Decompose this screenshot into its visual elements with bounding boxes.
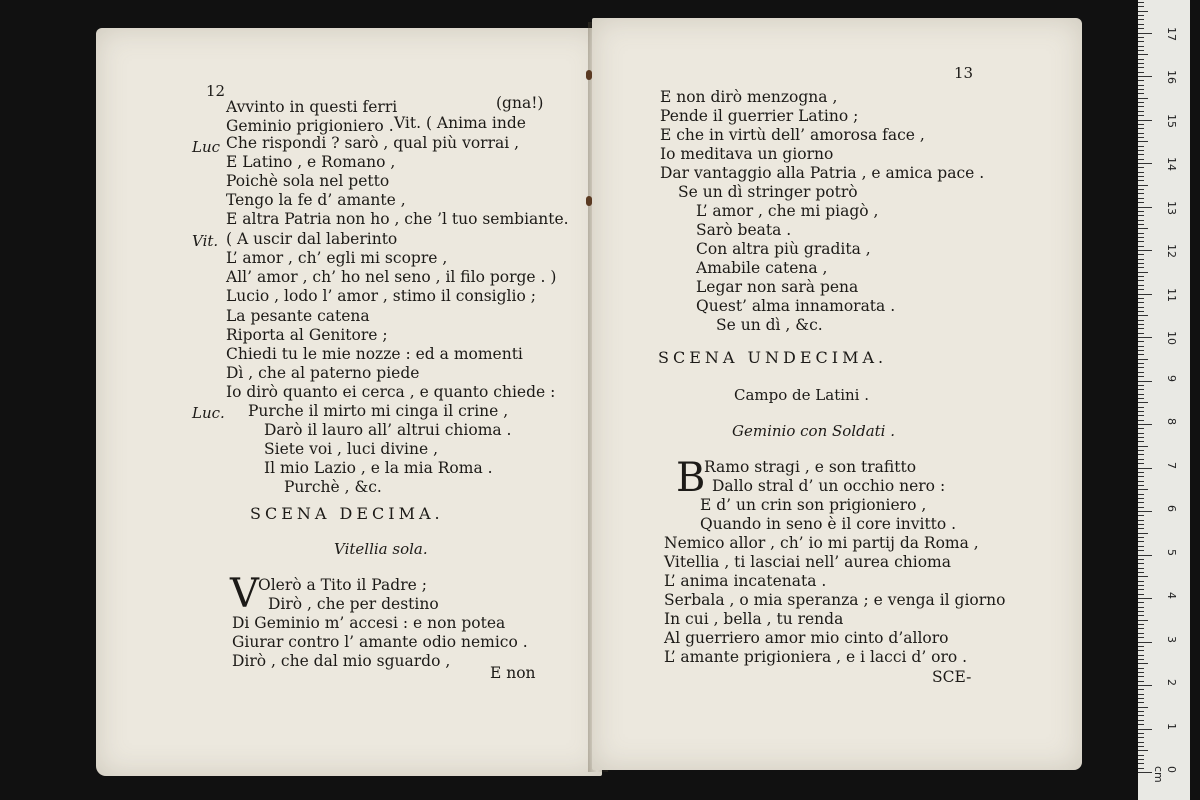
text-line: Siete voi , luci divine , (264, 440, 439, 458)
ruler-label: 8 (1165, 418, 1178, 425)
text-line: Riporta al Genitore ; (226, 326, 388, 344)
ruler-minor-tick (1138, 359, 1148, 360)
ruler-minor-tick (1138, 750, 1148, 751)
ruler-minor-tick (1138, 285, 1144, 286)
text-line: Legar non sarà pena (696, 278, 859, 296)
text-line: L’ amor , ch’ egli mi scopre , (226, 249, 448, 267)
ruler-tick (1138, 685, 1152, 686)
ruler-minor-tick (1138, 576, 1148, 577)
text-line: E altra Patria non ho , che ’l tuo sembiante. (226, 210, 569, 228)
ruler-minor-tick (1138, 141, 1148, 142)
ruler-minor-tick (1138, 528, 1144, 529)
ruler-minor-tick (1138, 50, 1144, 51)
ruler-minor-tick (1138, 180, 1144, 181)
ruler-tick (1138, 250, 1152, 251)
text-line: Vitellia , ti lasciai nell’ aurea chioma (664, 553, 951, 571)
ruler-minor-tick (1138, 54, 1148, 55)
ruler-minor-tick (1138, 111, 1144, 112)
ruler-minor-tick (1138, 346, 1144, 347)
ruler-minor-tick (1138, 533, 1148, 534)
ruler-minor-tick (1138, 663, 1148, 664)
ruler-minor-tick (1138, 72, 1144, 73)
ruler-minor-tick (1138, 298, 1144, 299)
text-line: Tengo la fe d’ amante , (226, 191, 406, 209)
ruler-minor-tick (1138, 441, 1144, 442)
ruler-minor-tick (1138, 585, 1144, 586)
ruler-minor-tick (1138, 24, 1144, 25)
ruler-minor-tick (1138, 211, 1144, 212)
ruler-minor-tick (1138, 98, 1148, 99)
ruler-minor-tick (1138, 220, 1144, 221)
ruler-minor-tick (1138, 224, 1144, 225)
text-line: Io meditava un giorno (660, 145, 834, 163)
text-line: Di Geminio m’ accesi : e non potea (232, 614, 506, 632)
ruler-minor-tick (1138, 763, 1144, 764)
text-line: E d’ un crin son prigioniero , (700, 496, 927, 514)
ruler-minor-tick (1138, 185, 1148, 186)
text-line: Quest’ alma innamorata . (696, 297, 896, 315)
ruler-minor-tick (1138, 28, 1144, 29)
ruler-minor-tick (1138, 189, 1144, 190)
ruler-minor-tick (1138, 398, 1144, 399)
ruler-minor-tick (1138, 437, 1144, 438)
ruler-minor-tick (1138, 259, 1144, 260)
ruler-minor-tick (1138, 167, 1144, 168)
scene-heading: SCENA DECIMA. (250, 504, 444, 523)
ruler-minor-tick (1138, 724, 1144, 725)
ruler-minor-tick (1138, 715, 1144, 716)
text-line: Sarò beata . (696, 221, 792, 239)
left-page (96, 28, 602, 776)
ruler-minor-tick (1138, 559, 1144, 560)
text-line: Dì , che al paterno piede (226, 364, 420, 382)
ruler-minor-tick (1138, 650, 1144, 651)
ruler-label: 13 (1165, 200, 1178, 215)
ruler-tick (1138, 76, 1152, 77)
ruler-minor-tick (1138, 363, 1144, 364)
ruler-minor-tick (1138, 594, 1144, 595)
ruler-label: 1 (1165, 722, 1178, 730)
ruler-minor-tick (1138, 428, 1144, 429)
ruler-minor-tick (1138, 15, 1144, 16)
ruler-label: 6 (1165, 505, 1178, 512)
text-line: E Latino , e Romano , (226, 153, 396, 171)
ruler-minor-tick (1138, 481, 1144, 482)
ruler-minor-tick (1138, 402, 1148, 403)
ruler-minor-tick (1138, 711, 1144, 712)
ruler-minor-tick (1138, 333, 1144, 334)
ruler-minor-tick (1138, 385, 1144, 386)
ruler-minor-tick (1138, 11, 1148, 12)
ruler-minor-tick (1138, 476, 1144, 477)
text-line: Geminio prigioniero . (226, 117, 394, 135)
ruler-tick (1138, 729, 1152, 730)
ruler-minor-tick (1138, 550, 1144, 551)
scene-subtitle: Geminio con Soldati . (732, 422, 896, 440)
text-line: E non dirò menzogna , (660, 88, 838, 106)
text-line: Avvinto in questi ferri (226, 98, 398, 116)
ruler-label: 10 (1165, 331, 1178, 345)
ruler-minor-tick (1138, 637, 1144, 638)
ruler-minor-tick (1138, 324, 1144, 325)
ruler-minor-tick (1138, 389, 1144, 390)
ruler-minor-tick (1138, 193, 1144, 194)
text-line: Poichè sola nel petto (226, 172, 390, 190)
text-line: Amabile catena , (696, 259, 828, 277)
text-line: In cui , bella , tu renda (664, 610, 844, 628)
ruler-tick (1138, 207, 1152, 208)
ruler-minor-tick (1138, 698, 1144, 699)
ruler-minor-tick (1138, 93, 1144, 94)
ruler-minor-tick (1138, 246, 1144, 247)
ruler-minor-tick (1138, 454, 1144, 455)
text-line: Giurar contro l’ amante odio nemico . (232, 633, 528, 651)
ruler-minor-tick (1138, 228, 1148, 229)
ruler-tick (1138, 381, 1152, 382)
ruler-minor-tick (1138, 498, 1144, 499)
ruler-label: 4 (1165, 592, 1178, 599)
ruler-minor-tick (1138, 176, 1144, 177)
ruler-minor-tick (1138, 563, 1144, 564)
ruler-minor-tick (1138, 446, 1148, 447)
ruler-minor-tick (1138, 350, 1144, 351)
ruler-minor-tick (1138, 311, 1144, 312)
text-line: Che rispondi ? sarò , qual più vorrai , (226, 134, 520, 152)
ruler-minor-tick (1138, 433, 1144, 434)
ruler-minor-tick (1138, 2, 1144, 3)
ruler-label: 11 (1165, 287, 1178, 302)
ruler-minor-tick (1138, 146, 1144, 147)
ruler-tick (1138, 294, 1152, 295)
ruler-label: 14 (1165, 157, 1178, 171)
ruler-minor-tick (1138, 37, 1144, 38)
text-line: Darò il lauro all’ altrui chioma . (264, 421, 512, 439)
ruler-label: 7 (1165, 461, 1178, 469)
ruler-minor-tick (1138, 254, 1144, 255)
ruler-minor-tick (1138, 463, 1144, 464)
ruler-minor-tick (1138, 289, 1144, 290)
ruler-minor-tick (1138, 276, 1144, 277)
ruler-minor-tick (1138, 546, 1144, 547)
ruler-minor-tick (1138, 520, 1144, 521)
ruler-minor-tick (1138, 263, 1144, 264)
ruler-minor-tick (1138, 172, 1144, 173)
ruler-tick (1138, 424, 1152, 425)
ruler-label: 9 (1165, 374, 1178, 382)
ruler-minor-tick (1138, 272, 1148, 273)
ruler-tick (1138, 33, 1152, 34)
ruler-minor-tick (1138, 320, 1144, 321)
text-line: Dirò , che dal mio sguardo , (232, 652, 451, 670)
ruler-minor-tick (1138, 485, 1144, 486)
ruler-tick (1138, 337, 1152, 338)
ruler-minor-tick (1138, 354, 1144, 355)
ruler-minor-tick (1138, 624, 1144, 625)
speaker-label: Luc. (192, 404, 225, 422)
text-line: Quando in seno è il core invitto . (700, 515, 957, 533)
ruler-minor-tick (1138, 85, 1144, 86)
ruler-tick (1138, 511, 1152, 512)
ruler-minor-tick (1138, 655, 1144, 656)
ruler-label: 0 cm (1152, 766, 1178, 783)
ruler-minor-tick (1138, 720, 1144, 721)
ruler-minor-tick (1138, 607, 1144, 608)
ruler-minor-tick (1138, 672, 1144, 673)
scene-place: Campo de Latini . (734, 386, 870, 404)
ruler-label: 15 (1165, 113, 1178, 128)
text-line: Il mio Lazio , e la mia Roma . (264, 459, 493, 477)
ruler-minor-tick (1138, 150, 1144, 151)
ruler-tick (1138, 120, 1152, 121)
ruler-minor-tick (1138, 124, 1144, 125)
ruler-minor-tick (1138, 589, 1144, 590)
ruler-minor-tick (1138, 237, 1144, 238)
catchword: SCE- (932, 668, 972, 686)
text-line: Dallo stral d’ un occhio nero : (712, 477, 946, 495)
ruler-minor-tick (1138, 233, 1144, 234)
text-line: Se un dì stringer potrò (678, 183, 858, 201)
ruler-minor-tick (1138, 341, 1144, 342)
ruler-minor-tick (1138, 524, 1144, 525)
ruler-minor-tick (1138, 411, 1144, 412)
ruler-minor-tick (1138, 633, 1144, 634)
ruler-minor-tick (1138, 376, 1144, 377)
ruler-minor-tick (1138, 515, 1144, 516)
ruler-label: 3 (1165, 635, 1178, 643)
ruler-tick (1138, 468, 1152, 469)
ruler-minor-tick (1138, 602, 1144, 603)
ruler-minor-tick (1138, 450, 1144, 451)
ruler-minor-tick (1138, 154, 1144, 155)
ruler-minor-tick (1138, 646, 1144, 647)
ruler-minor-tick (1138, 415, 1144, 416)
ruler-minor-tick (1138, 202, 1144, 203)
ruler-minor-tick (1138, 89, 1144, 90)
ruler-minor-tick (1138, 615, 1144, 616)
ruler-minor-tick (1138, 707, 1148, 708)
ruler-minor-tick (1138, 367, 1144, 368)
page-number-right: 13 (954, 64, 974, 82)
ruler-minor-tick (1138, 541, 1144, 542)
text-line: Serbala , o mia speranza ; e venga il giorno (664, 591, 1006, 609)
ruler-minor-tick (1138, 67, 1144, 68)
ruler-minor-tick (1138, 537, 1144, 538)
ruler-minor-tick (1138, 215, 1144, 216)
right-page (592, 18, 1082, 770)
ruler-tick (1138, 642, 1152, 643)
ruler-minor-tick (1138, 159, 1144, 160)
speaker-label: Luc (192, 138, 221, 156)
ruler-minor-tick (1138, 102, 1144, 103)
ruler-minor-tick (1138, 128, 1144, 129)
scene-subtitle: Vitellia sola. (334, 540, 428, 558)
ruler-minor-tick (1138, 759, 1144, 760)
text-line: Chiedi tu le mie nozze : ed a momenti (226, 345, 523, 363)
text-line: Al guerriero amor mio cinto d’alloro (664, 629, 949, 647)
drop-capital: V (230, 571, 259, 617)
text-line: Purche il mirto mi cinga il crine , (248, 402, 509, 420)
ruler-minor-tick (1138, 733, 1144, 734)
scene-heading: SCENA UNDECIMA. (658, 348, 888, 367)
ruler-minor-tick (1138, 568, 1144, 569)
ruler-label: 5 (1165, 548, 1178, 556)
ruler-tick (1138, 772, 1152, 773)
measuring-ruler (1138, 0, 1190, 800)
text-line: All’ amor , ch’ ho nel seno , il filo porge . ) (226, 268, 557, 286)
ruler-minor-tick (1138, 507, 1144, 508)
ruler-minor-tick (1138, 494, 1144, 495)
ruler-minor-tick (1138, 581, 1144, 582)
ruler-label: 12 (1165, 244, 1178, 258)
ruler-minor-tick (1138, 80, 1144, 81)
ruler-minor-tick (1138, 676, 1144, 677)
ruler-minor-tick (1138, 315, 1148, 316)
text-line: Se un dì , &c. (716, 316, 823, 334)
ruler-minor-tick (1138, 137, 1144, 138)
text-line: Pende il guerrier Latino ; (660, 107, 859, 125)
ruler-minor-tick (1138, 628, 1144, 629)
ruler-minor-tick (1138, 307, 1144, 308)
ruler-label: 16 (1165, 70, 1178, 84)
ruler-minor-tick (1138, 328, 1144, 329)
ruler-label: 17 (1165, 26, 1178, 41)
text-line: L’ amante prigioniera , e i lacci d’ oro . (664, 648, 968, 666)
ruler-minor-tick (1138, 106, 1144, 107)
ruler-minor-tick (1138, 689, 1144, 690)
text-line: L’ anima incatenata . (664, 572, 827, 590)
ruler-minor-tick (1138, 472, 1144, 473)
catchword: E non (490, 664, 536, 682)
ruler-minor-tick (1138, 59, 1144, 60)
text-line: Vit. ( Anima inde (394, 114, 526, 132)
ruler-minor-tick (1138, 737, 1144, 738)
ruler-minor-tick (1138, 755, 1144, 756)
text-line: Purchè , &c. (284, 478, 382, 496)
ruler-minor-tick (1138, 198, 1144, 199)
ruler-label: 2 (1165, 679, 1178, 686)
ruler-minor-tick (1138, 742, 1144, 743)
ruler-minor-tick (1138, 407, 1144, 408)
text-line: Io dirò quanto ei cerca , e quanto chiede : (226, 383, 556, 401)
ruler-minor-tick (1138, 489, 1148, 490)
ruler-minor-tick (1138, 280, 1144, 281)
ruler-minor-tick (1138, 681, 1144, 682)
ruler-minor-tick (1138, 19, 1144, 20)
text-line: Dar vantaggio alla Patria , e amica pace . (660, 164, 985, 182)
ruler-minor-tick (1138, 459, 1144, 460)
ruler-minor-tick (1138, 702, 1144, 703)
ruler-minor-tick (1138, 6, 1144, 7)
ruler-minor-tick (1138, 611, 1144, 612)
text-line: Olerò a Tito il Padre ; (258, 576, 427, 594)
speaker-label: Vit. (192, 232, 219, 250)
ruler-minor-tick (1138, 115, 1144, 116)
ruler-tick (1138, 598, 1152, 599)
drop-capital: B (676, 455, 706, 501)
text-line: Dirò , che per destino (268, 595, 439, 613)
ruler-tick (1138, 163, 1152, 164)
text-line: Nemico allor , ch’ io mi partij da Roma , (664, 534, 979, 552)
ruler-minor-tick (1138, 133, 1144, 134)
text-line: E che in virtù dell’ amorosa face , (660, 126, 925, 144)
ruler-minor-tick (1138, 572, 1144, 573)
ruler-minor-tick (1138, 502, 1144, 503)
ruler-minor-tick (1138, 694, 1144, 695)
ruler-minor-tick (1138, 46, 1144, 47)
ruler-minor-tick (1138, 746, 1144, 747)
text-line: (gna!) (496, 94, 544, 112)
ruler-minor-tick (1138, 63, 1144, 64)
page-number-left: 12 (206, 82, 226, 100)
ruler-minor-tick (1138, 372, 1144, 373)
ruler-minor-tick (1138, 420, 1144, 421)
ruler-minor-tick (1138, 241, 1144, 242)
ruler-minor-tick (1138, 394, 1144, 395)
text-line: Con altra più gradita , (696, 240, 871, 258)
ruler-minor-tick (1138, 659, 1144, 660)
ruler-minor-tick (1138, 620, 1148, 621)
ruler-minor-tick (1138, 302, 1144, 303)
text-line: ( A uscir dal laberinto (226, 230, 398, 248)
text-line: La pesante catena (226, 307, 370, 325)
ruler-minor-tick (1138, 668, 1144, 669)
ruler-tick (1138, 555, 1152, 556)
ruler-minor-tick (1138, 267, 1144, 268)
ruler-minor-tick (1138, 768, 1144, 769)
text-line: Ramo stragi , e son trafitto (704, 458, 917, 476)
text-line: Lucio , lodo l’ amor , stimo il consiglio ; (226, 287, 536, 305)
text-line: L’ amor , che mi piagò , (696, 202, 879, 220)
ruler-minor-tick (1138, 41, 1144, 42)
